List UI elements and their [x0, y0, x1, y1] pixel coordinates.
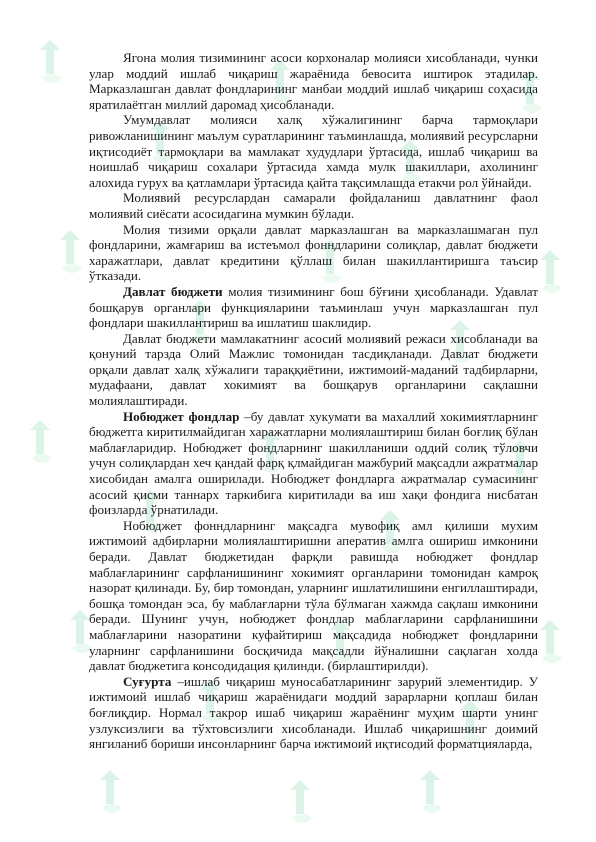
paragraph-text: молия тизимининг бош бўғини ҳисобланади. Удавлат бошқарув органлари функцияларини таъминлаш учун марказлашган пул фондлари шакиллантириш ва ишлатиш шаклидир.: [89, 283, 538, 331]
paragraph: [89, 50, 538, 112]
paragraph-text: Нобюджет фонндларнинг мақсадга мувофиқ амл қилиши мухим ижтимоий адбирларни молиялаштиришни аператив амлга ошириш имконини беради. Давлат бюджетидан фарқли равишда нобюджет фондлар маблағларининг сарфланишининг хокимият органларини томонидан камроқ назорат қилинади. Бу, бир томондан, уларнинг ишлатилишини енгиллаштиради, бошқа томондан эса, бу маблағларни тўла бўлмаган хажмда сақлаш имконини беради. Шунинг учун, нобюджет фондлар маблағларини сарфланишини маблағларини назоратини куфайтириш мақсадида нобюджет фондларини уларнинг сарфланишини босқичида мақсадли йўналишни сақлаган холда давлат бюджетига консодидация қилинди. (бирлаштирилди).: [89, 517, 538, 674]
leaf-arrow-watermark-icon: [60, 230, 82, 273]
paragraph-text: Умумдавлат молияси халқ хўжалигининг барча тармоқлари ривожланишининг маълум суратларининг таъминлашда, молиявий ресурсларни иқтисодиёт тармоқлари ва мамлакат худудлари ўртасида, ишлаб чиқариш ва ноишлаб чиқариш сохалари ўртасида хамда мулк шакиллари, ахолининг алохида гурух ва қатламлари ўртасида қайта тақсимлашда етакчи рол ўйнайди.: [89, 112, 538, 190]
paragraph-text: Молия тизими орқали давлат марказлашган ва марказлашмаган пул фондларини, жамғариш ва истеъмол фонндларини солиқлар, давлат бюджети харажатлари, давлат кредитини қўллаш билан шакиллантиришга таъсир ўтказади.: [89, 221, 538, 284]
paragraph-text: Молиявий ресурслардан самарали фойдаланиш давлатнинг фаол молиявий сиёсати асосидагина мумкин бўлади.: [89, 190, 538, 221]
paragraph: [89, 331, 538, 409]
paragraph: [89, 284, 538, 331]
paragraph: [89, 409, 538, 518]
leaf-arrow-watermark-icon: [290, 780, 312, 823]
document-body: [89, 50, 538, 752]
paragraph: [89, 518, 538, 674]
paragraph: [89, 222, 538, 284]
paragraph: [89, 190, 538, 221]
term-state-budget: Давлат бюджети: [123, 283, 223, 299]
leaf-arrow-watermark-icon: [540, 250, 562, 293]
leaf-arrow-watermark-icon: [40, 40, 62, 83]
leaf-arrow-watermark-icon: [30, 420, 52, 463]
leaf-arrow-watermark-icon: [540, 620, 562, 663]
paragraph-text: –бу давлат хукумати ва махаллий хокимиятларнинг бюджетга киритилмайдиган харажатларни молиялаштириш билан боғлиқ бўлан маблағларидир. Нобюджет фондларнинг шакилланиши оддий солиқ тўловчи учун солиқлардан хеч қандай фарқ қлмайдиган мажбурий мақсадли ажратмалар хисобидан амалга оширилади. Нобюджет фондларга ажратмалар сумасининг асосий қисми таннарх таркибига киритилади ва иш хақи фондига нисбатан фоизларда ўрнатилади.: [89, 408, 539, 518]
paragraph-text: Ягона молия тизимининг асоси корхоналар молияси хисобланади, чунки улар моддий ишлаб чиқариш жараёнида бевосита иштирок этадилар. Марказлашган давлат фондларининг манбаи моддий ишлаб чиқариш соҳасида яратилаётган миллий даромад ҳисобланади.: [89, 50, 538, 112]
leaf-arrow-watermark-icon: [420, 770, 442, 813]
term-insurance: Суғурта: [123, 673, 172, 689]
leaf-arrow-watermark-icon: [100, 770, 122, 813]
paragraph: [89, 112, 538, 190]
paragraph-text: Давлат бюджети мамлакатнинг асосий молиявий режаси хисобланади ва қонуний тарзда Олий Мажлис томонидан тасдиқланади. Давлат бюджети орқали давлат халқ хўжалиги тараққиётини, ижтимоий-маданий тадбирларни, мудафаани, давлат хокимият ва бошқарув органларини сақлашни молиялаштиради.: [89, 330, 538, 409]
paragraph-text: –ишлаб чиқариш муносабатларининг зарурий элементидир. У ижтимоий ишлаб чиқариш жараёнидаги моддий зарарларни қоплаш билан боғлиқдир. Нормал такрор ишаб чиқариш жараёнинг муҳим шарти унинг узлуксизлиги ва тўхтовсизлиги хисобланади. Ишлаб чиқаришнинг доимий янгиланиб бориши инсонларнинг барча ижтимоий иқтисодий форматциялардa,: [89, 673, 538, 752]
paragraph: [89, 674, 538, 752]
term-extrabudgetary-funds: Нобюджет фондлар: [123, 408, 240, 424]
